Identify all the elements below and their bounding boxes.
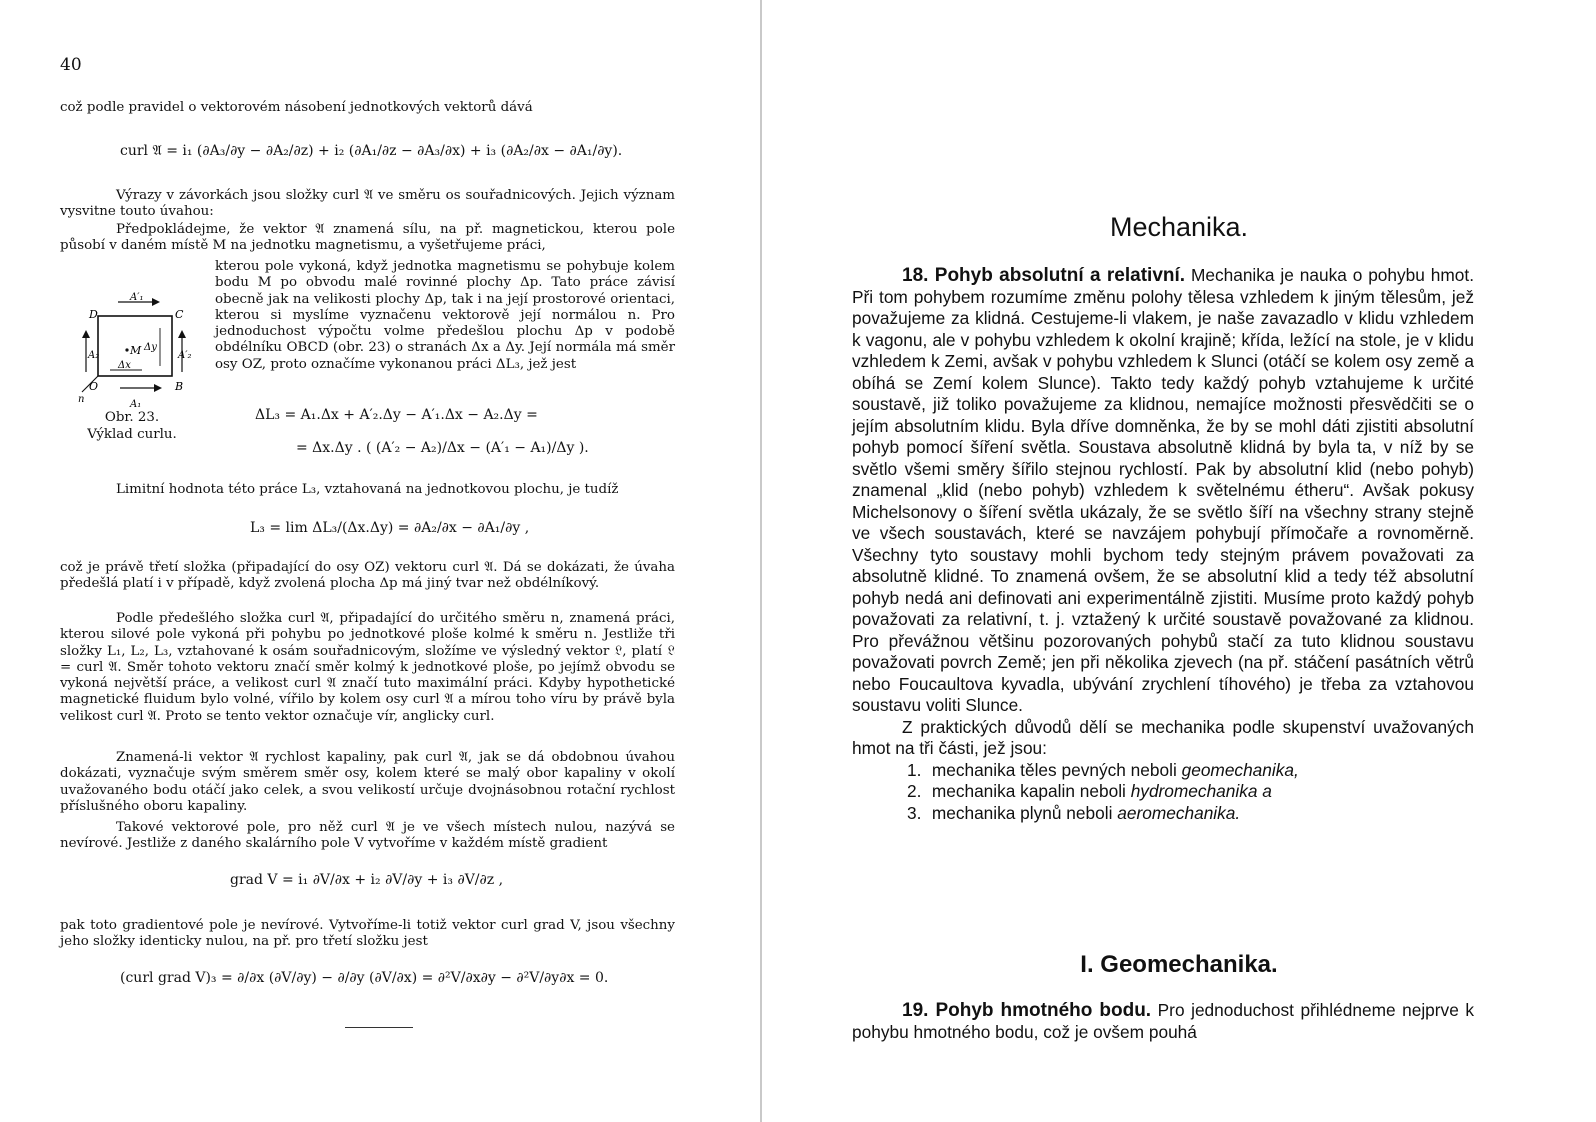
chapter-title: Mechanika.: [1109, 212, 1249, 242]
work-equation-line2: = Δx.Δy . ( (A′₂ − A₂)/Δx − (A′₁ − A₁)/Δy ).: [296, 440, 589, 456]
paragraph-limit: Limitní hodnota této práce L₃, vztahovaná na jednotkovou plochu, je tudíž: [116, 482, 619, 497]
right-page: [760, 0, 1594, 1122]
work-equation-line1: ΔL₃ = A₁.Δx + A′₂.Δy − A′₁.Δx − A₂.Δy =: [255, 407, 538, 423]
paragraph-curl-meaning: Podle předešlého složka curl 𝔄, připadající do určitého směru n, znamená práci, kterou silové pole vykoná při pohybu po jednotkové ploše kolmé k směru n. Jestliže tři složky L₁, L₂, L₃, vztahované k osám souřadnicovým, složíme ve výsledný vektor 𝔏, platí 𝔏 = curl 𝔄. Směr tohoto vektoru značí směr kolmý k jednotkové ploše, po jejímž obvodu se vykoná největší práce, a velikost curl 𝔄 značí tuto maximální práci. Kdyby hypothetické magnetické fluidum bylo volné, vířilo by kolem osy curl 𝔄 a mírou toho víru by právě byla velikost curl 𝔄. Proto se tento vektor označuje vír, anglicky curl.: [60, 611, 675, 724]
paragraph-third-component: což je právě třetí složka (připadající do osy OZ) vektoru curl 𝔄. Dá se dokázati, že úvaha předešlá platí i v případě, když zvolená plocha Δp má jiný tvar než obdélníkový.: [60, 560, 675, 592]
paragraph-gradient-field: pak toto gradientové pole je nevírové. Vytvoříme-li totiž vektor curl grad V, jsou všechny jeho složky identicky nulou, na př. pro třetí složku jest: [60, 918, 675, 950]
paragraph-irrotational: Takové vektorové pole, pro něž curl 𝔄 je ve všech místech nulou, nazývá se nevírové. Jestliže z daného skalárního pole V vytvoříme v každém místě gradient: [60, 820, 675, 852]
vertex-c-label: C: [175, 308, 184, 321]
part-title: I. Geomechanika.: [1080, 951, 1278, 978]
delta-x-label: Δx: [118, 360, 131, 371]
curl-grad-equation: (curl grad V)₃ = ∂/∂x (∂V/∂y) − ∂/∂y (∂V/∂x) = ∂²V/∂x∂y − ∂²V/∂y∂x = 0.: [120, 970, 609, 986]
figure-caption: [62, 410, 202, 443]
figure-title: Výklad curlu.: [87, 426, 177, 442]
list-item: 2. mechanika kapalin neboli hydromechanika a: [907, 781, 1272, 801]
section-18-heading: 18. Pohyb absolutní a relativní.: [902, 265, 1186, 286]
section-18-paragraph: [852, 265, 1474, 717]
figure-number: Obr. 23.: [104, 410, 160, 425]
a1-label: A₁: [130, 399, 142, 410]
gradient-equation: grad V = i₁ ∂V/∂x + i₂ ∂V/∂y + i₃ ∂V/∂z ,: [230, 872, 504, 888]
curl-equation: curl 𝔄 = i₁ (∂A₃/∂y − ∂A₂/∂z) + i₂ (∂A₁/∂z − ∂A₃/∂x) + i₃ (∂A₂/∂x − ∂A₁/∂y).: [120, 143, 623, 159]
vertex-d-label: D: [89, 308, 98, 321]
section-18-text: Mechanika je nauka o pohybu hmot. Při tom pohybem rozumíme změnu polohy tělesa vzhledem k jiným tělesům, jež považujeme za klidná. Cestujeme-li vlakem, je naše zavazadlo v klidu vzhledem k vagonu, ale v pohybu vzhledem k okolní krajině; křída, ležící na stole, je v klidu vzhledem k Zemi, avšak v pohybu vzhledem k Slunci (otáčí se kolem osy země a obíhá se Zemí kolem Slunce). Takto tedy každý pohyb vztahujeme k určité soustavě, již toliko považujeme za klidnou, nemajíce možnosti přesvědčiti se o jejím absolutním klidu. Byla dříve domněnka, že by se mohl dáti zjistiti absolutní pohyb pomocí šíření světla. Soustava absolutně klidná by byla ta, v níž by se světlo všemi směry šířilo stejnou rychlostí. Pak by absolutní klid (nebo pohyb) znamenal „klid (nebo pohyb) vzhledem k světelnému étheru“. Avšak pokusy Michelsonovy o šíření světla ukázaly, že se světlo šíří na všechny strany stejně ve všech soustavách, které se navzájem pohybují přímočaře a rovnoměrně. Všechny tyto soustavy mohli bychom tedy stejným právem považovati za absolutně klidné. To znamená ovšem, že se absolutní klid a tedy též absolutní pohyb nedá ani definovati ani experimentálně zjistiti. Musíme proto každý pohyb považovati za relativní, t. j. vztažený k určité soustavě považované za klidnou. Pro převážnou většinu pozorovaných pohybů stačí za tuto klidnou soustavu považovati povrch Země; jen při několika zjevech (na př. stáčení pasátních větrů nebo Foucaultova kyvadla, ubývání zrychlení tíhového) je třeba za vztahovou soustavu voliti Slunce.: [852, 265, 1474, 715]
normal-n-label: n: [78, 394, 85, 405]
paragraph-curl-components: Výrazy v závorkách jsou složky curl 𝔄 ve směru os souřadnicových. Jejich význam vysvitne touto úvahou:: [60, 188, 675, 220]
section-19-heading: 19. Pohyb hmotného bodu.: [902, 1000, 1152, 1021]
end-rule: [345, 1027, 413, 1028]
curl-diagram-figure: [80, 292, 195, 412]
section-19-text: Pro jednoduchost přihlédneme nejprve k pohybu hmotného bodu, což je ovšem pouhá: [852, 1000, 1474, 1042]
section-18-divisions: Z praktických důvodů dělí se mechanika podle skupenství uvažovaných hmot na tři části, jež jsou:: [852, 716, 1474, 758]
section-19-paragraph: [852, 1000, 1474, 1043]
mechanics-parts-list: [907, 760, 1474, 825]
list-item: 1. mechanika těles pevných neboli geomechanika,: [907, 759, 1299, 780]
paragraph-assumption: Předpokládejme, že vektor 𝔄 znamená sílu, na př. magnetickou, kterou pole působí v daném místě M na jednotku magnetismu, a vyšetřujeme práci,: [60, 222, 675, 254]
a2-prime-label: A′₂: [178, 350, 192, 361]
page-number: 40: [60, 55, 82, 75]
a2-label: A₂: [88, 350, 100, 361]
section-18: [852, 265, 1474, 824]
left-page: [0, 0, 760, 1122]
delta-y-label: Δy: [144, 342, 157, 353]
paragraph-work-description: kterou pole vykoná, když jednotka magnetismu se pohybuje kolem bodu M po obvodu malé rovinné plochy Δp. Tato práce závisí obecně jak na velikosti plochy Δp, tak i na její prostorové orientaci, kterou si myslíme vyznačenu vektorově její normálou n. Pro jednoduchost výpočtu volme předešlou plochu Δp v podobě obdélníku OBCD (obr. 23) o stranách Δx a Δy. Její normála má směr osy OZ, proto označíme vykonanou práci ΔL₃, jež jest: [215, 259, 675, 372]
point-m-label: M: [130, 344, 142, 357]
intro-line: což podle pravidel o vektorovém násobení jednotkových vektorů dává: [60, 100, 533, 115]
paragraph-fluid-velocity: Znamená-li vektor 𝔄 rychlost kapaliny, pak curl 𝔄, jak se dá obdobnou úvahou dokázati, vyznačuje svým směrem směr osy, kolem které se malý obor kapaliny v okolí uvažovaného bodu otáčí jako celek, a svou velikostí určuje dvojnásobnou rotační rychlost příslušného oboru kapaliny.: [60, 750, 675, 814]
a1-prime-label: A′₁: [130, 292, 144, 303]
limit-equation: L₃ = lim ΔL₃/(Δx.Δy) = ∂A₂/∂x − ∂A₁/∂y ,: [250, 520, 530, 536]
list-item: 3. mechanika plynů neboli aeromechanika.: [907, 802, 1241, 823]
vertex-b-label: B: [175, 380, 184, 393]
vertex-o-label: O: [89, 380, 99, 393]
